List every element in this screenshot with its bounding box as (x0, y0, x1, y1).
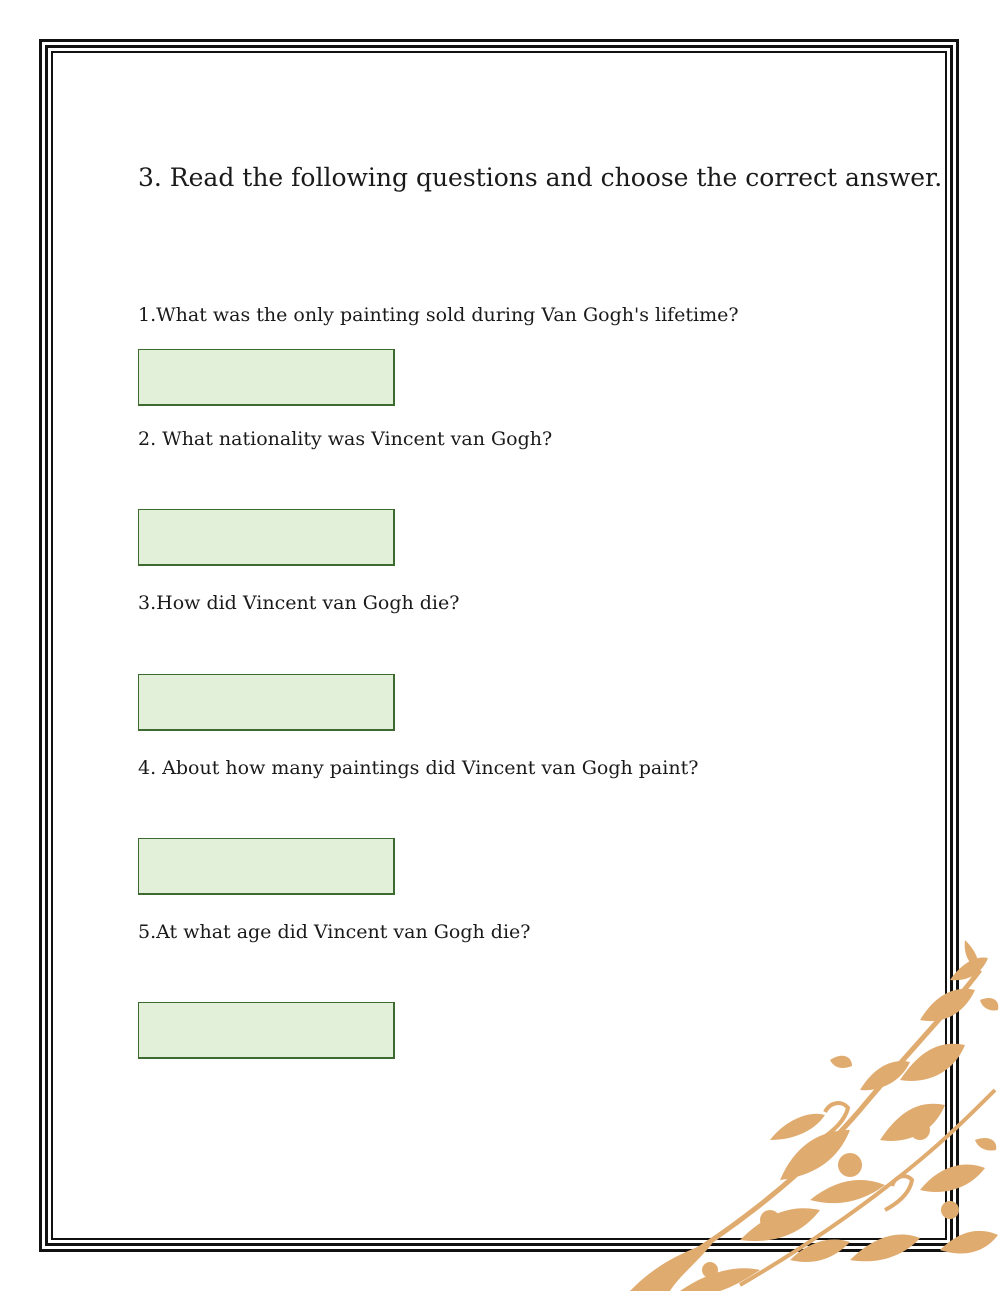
answer-input-4[interactable] (138, 838, 395, 895)
question-4: 4. About how many paintings did Vincent van Gogh paint? (138, 757, 699, 779)
question-2: 2. What nationality was Vincent van Gogh? (138, 428, 553, 450)
exercise-heading: 3. Read the following questions and choose the correct answer. (138, 163, 943, 192)
floral-corner-ornament-icon (620, 940, 1000, 1291)
question-5: 5.At what age did Vincent van Gogh die? (138, 921, 531, 943)
answer-input-1[interactable] (138, 349, 395, 406)
question-1: 1.What was the only painting sold during Van Gogh's lifetime? (138, 304, 739, 326)
question-3: 3.How did Vincent van Gogh die? (138, 592, 460, 614)
answer-input-2[interactable] (138, 509, 395, 566)
answer-input-5[interactable] (138, 1002, 395, 1059)
answer-input-3[interactable] (138, 674, 395, 731)
